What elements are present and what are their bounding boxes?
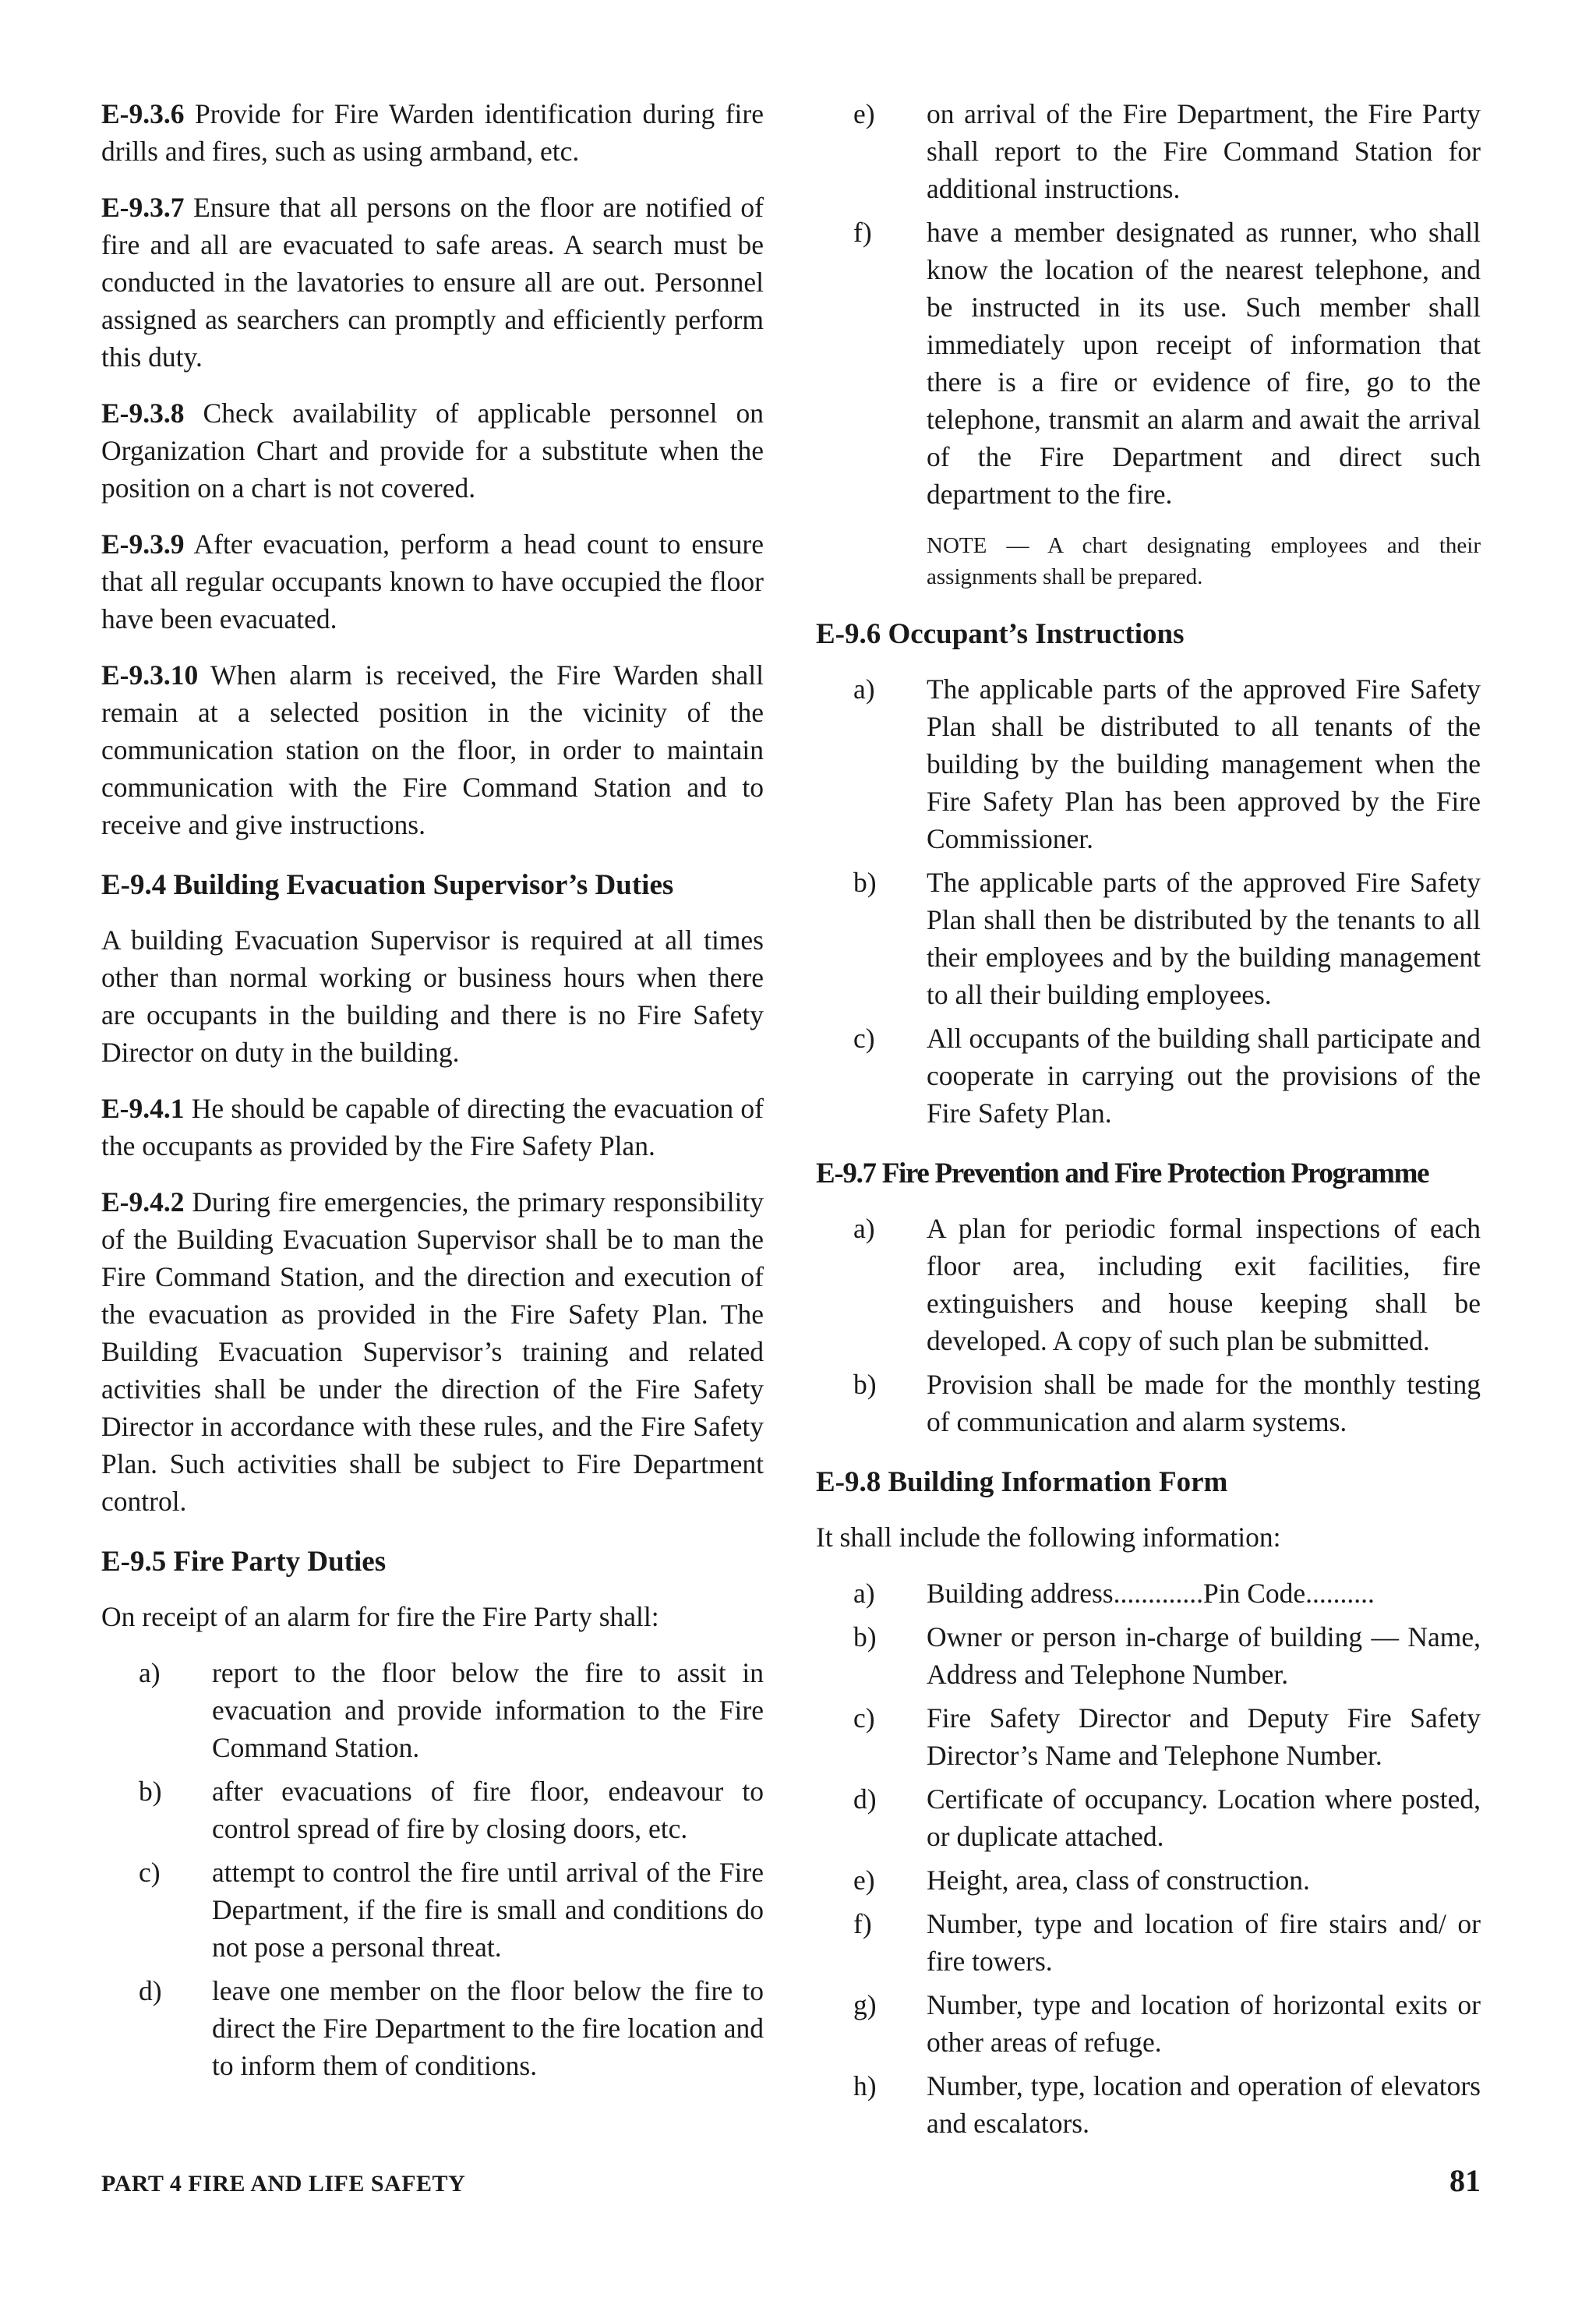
list-item: a) Building address.............Pin Code..........	[853, 1578, 1375, 1609]
page-number: 81	[1449, 2163, 1481, 2198]
list-item: b) The applicable parts of the approved Fire Safety Plan shall then be distributed by the tenants to all their employees and by the building management to all their building employees.	[853, 867, 1481, 1010]
list-item: c) Fire Safety Director and Deputy Fire Safety Director’s Name and Telephone Number.	[853, 1702, 1481, 1771]
fire-party-duties-list-continued	[816, 95, 1481, 513]
list-item: g) Number, type and location of horizontal exits or other areas of refuge.	[853, 1989, 1481, 2058]
section-heading-e-9-6: E-9.6 Occupant’s Instructions	[816, 618, 1185, 650]
right-column	[816, 95, 1481, 2159]
clause-e-9-3-6: E-9.3.6 Provide for Fire Warden identification during fire drills and fires, such as using armband, etc.	[101, 98, 764, 167]
list-item: b) Owner or person in-charge of building — Name, Address and Telephone Number.	[853, 1621, 1481, 1690]
paragraph-e-9-4-intro: A building Evacuation Supervisor is required at all times other than normal working or business hours when there are occupants in the building and there is no Fire Safety Director on duty in the building.	[101, 924, 764, 1068]
list-item: f) have a member designated as runner, who shall know the location of the nearest telephone, and be instructed in its use. Such member shall immediately upon receipt of information that there is a fire or evidence of fire, go to the telephone, transmit an alarm and await the arrival of the Fire Department and direct such department to the fire.	[853, 217, 1481, 510]
list-item: c) All occupants of the building shall participate and cooperate in carrying out the provisions of the Fire Safety Plan.	[853, 1023, 1481, 1129]
building-information-list	[816, 1575, 1481, 2142]
list-item: h) Number, type, location and operation of elevators and escalators.	[853, 2070, 1481, 2139]
clause-e-9-4-2: E-9.4.2 During fire emergencies, the primary responsibility of the Building Evacuation Supervisor shall be to man the Fire Command Station, and the direction and execution of the evacuation as provided in the Fire Safety Plan. The Building Evacuation Supervisor’s training and related activities shall be under the direction of the Fire Safety Director in accordance with these rules, and the Fire Safety Plan. Such activities shall be subject to Fire Department control.	[101, 1186, 764, 1517]
section-heading-e-9-4: E-9.4 Building Evacuation Supervisor’s Duties	[101, 869, 674, 901]
clause-e-9-3-7: E-9.3.7 Ensure that all persons on the floor are notified of fire and all are evacuated to safe areas. A search must be conducted in the lavatories to ensure all are out. Personnel assigned as searchers can promptly and efficiently perform this duty.	[101, 192, 764, 373]
section-heading-e-9-7: E-9.7 Fire Prevention and Fire Protection Programme	[816, 1158, 1429, 1189]
list-item: b) Provision shall be made for the monthly testing of communication and alarm systems.	[853, 1369, 1481, 1437]
list-item: b) after evacuations of fire floor, endeavour to control spread of fire by closing doors, etc.	[139, 1776, 764, 1844]
running-footer-title: PART 4 FIRE AND LIFE SAFETY	[101, 2171, 466, 2197]
list-item: d) leave one member on the floor below the fire to direct the Fire Department to the fire location and to inform them of conditions.	[139, 1975, 764, 2081]
section-heading-e-9-8: E-9.8 Building Information Form	[816, 1466, 1228, 1498]
list-item: a) The applicable parts of the approved Fire Safety Plan shall be distributed to all tenants of the building by the building management when the Fire Safety Plan has been approved by the Fire Commissioner.	[853, 673, 1481, 854]
clause-e-9-3-9: E-9.3.9 After evacuation, perform a head count to ensure that all regular occupants known to have occupied the floor have been evacuated.	[101, 528, 764, 634]
section-heading-e-9-5: E-9.5 Fire Party Duties	[101, 1546, 387, 1578]
fire-prevention-list	[816, 1210, 1481, 1440]
paragraph-e-9-5-intro: On receipt of an alarm for fire the Fire Party shall:	[101, 1601, 659, 1632]
list-item: a) report to the floor below the fire to assit in evacuation and provide information to the Fire Command Station.	[139, 1657, 764, 1763]
paragraph-e-9-8-intro: It shall include the following information:	[816, 1522, 1281, 1553]
list-item: a) A plan for periodic formal inspections of each floor area, including exit facilities, fire extinguishers and house keeping shall be developed. A copy of such plan be submitted.	[853, 1213, 1481, 1356]
list-item: e) Height, area, class of construction.	[853, 1864, 1310, 1896]
page-footer	[101, 2162, 1481, 2199]
note: NOTE — A chart designating employees and their assignments shall be prepared.	[927, 533, 1481, 589]
list-item: e) on arrival of the Fire Department, the Fire Party shall report to the Fire Command Station for additional instructions.	[853, 98, 1481, 204]
fire-party-duties-list	[101, 1654, 764, 2084]
clause-e-9-3-8: E-9.3.8 Check availability of applicable personnel on Organization Chart and provide for a substitute when the position on a chart is not covered.	[101, 398, 764, 504]
list-item: f) Number, type and location of fire stairs and/ or fire towers.	[853, 1908, 1481, 1977]
list-item: c) attempt to control the fire until arrival of the Fire Department, if the fire is small and conditions do not pose a personal threat.	[139, 1857, 764, 1963]
clause-e-9-3-10: E-9.3.10 When alarm is received, the Fire Warden shall remain at a selected position in the vicinity of the communication station on the floor, in order to maintain communication with the Fire Command Station and to receive and give instructions.	[101, 659, 764, 840]
left-column	[101, 95, 764, 2101]
occupant-instructions-list	[816, 670, 1481, 1132]
list-item: d) Certificate of occupancy. Location where posted, or duplicate attached.	[853, 1783, 1481, 1852]
clause-e-9-4-1: E-9.4.1 He should be capable of directing the evacuation of the occupants as provided by the Fire Safety Plan.	[101, 1093, 764, 1161]
